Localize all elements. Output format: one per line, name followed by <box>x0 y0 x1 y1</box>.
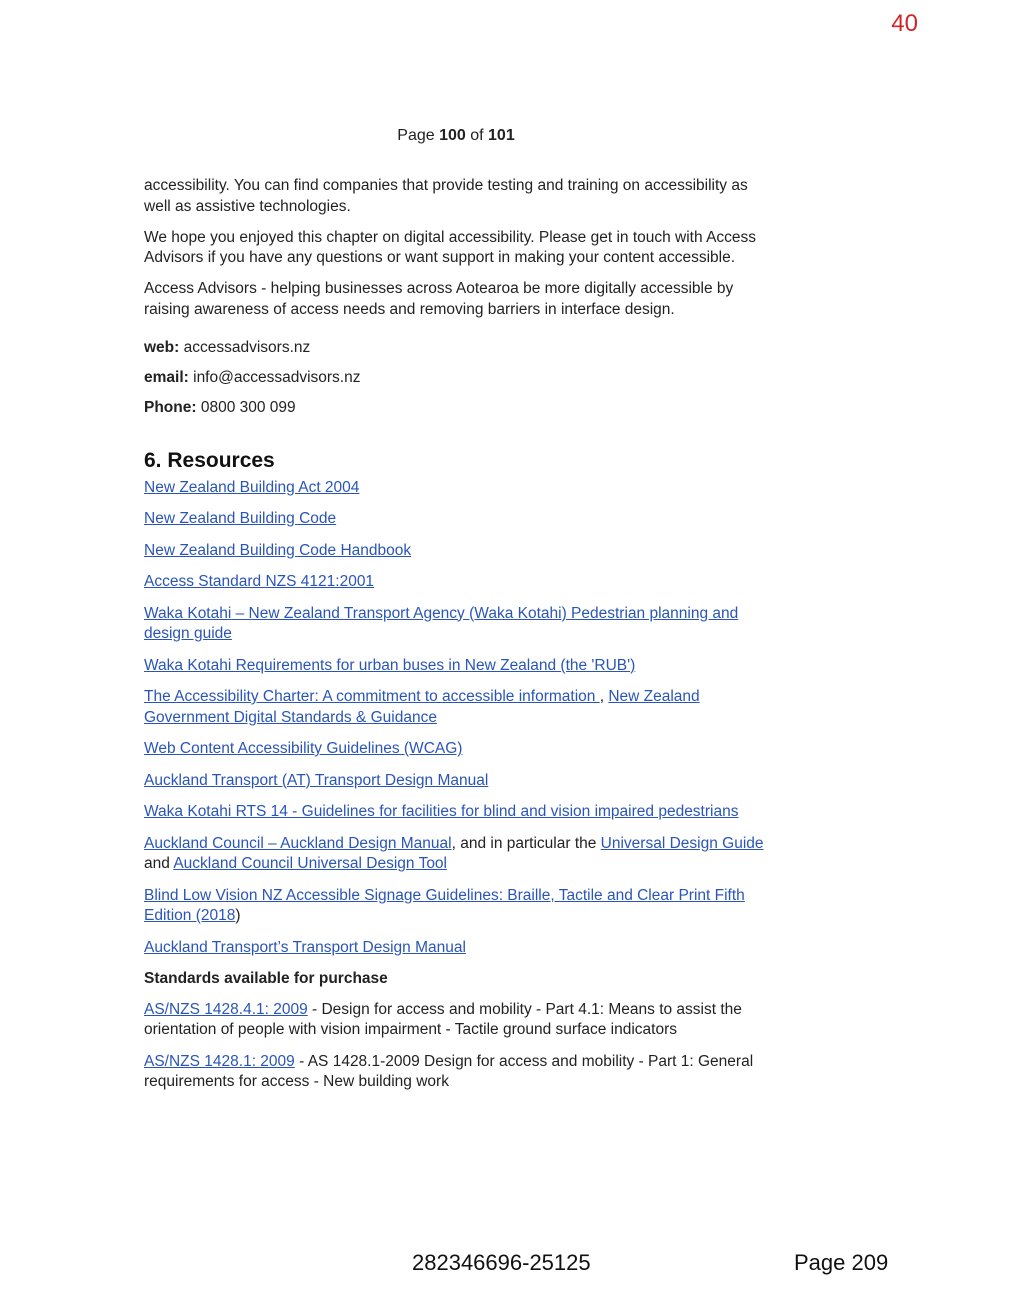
link-standard-1428-1[interactable]: AS/NZS 1428.1: 2009 <box>144 1052 295 1070</box>
separator-comma: , <box>599 688 609 705</box>
page-header-current: 100 <box>439 127 466 144</box>
standards-heading: Standards available for purchase <box>144 970 388 987</box>
resources-heading: 6. Resources <box>144 448 275 472</box>
link-access-standard[interactable]: Access Standard NZS 4121:2001 <box>144 573 375 590</box>
contact-web-value: accessadvisors.nz <box>179 339 311 356</box>
resource-item <box>144 834 774 875</box>
resource-item <box>144 886 774 927</box>
resource-item <box>144 739 774 760</box>
intro-paragraph: Access Advisors - helping businesses across Aotearoa be more digitally accessible by raising awareness of access needs and removing barriers in interface design. <box>144 280 734 318</box>
text-in-particular: , and in particular the <box>451 834 601 852</box>
standard-description: - AS 1428.1-2009 Design for access and mobility - Part 1: General requirements for access - New building work <box>144 1052 754 1090</box>
footer-page-number: Page 209 <box>794 1250 889 1275</box>
link-auckland-design-manual[interactable]: – Auckland Design Manual <box>263 834 452 852</box>
contact-phone-value: 0800 300 099 <box>196 399 296 416</box>
intro-paragraph: accessibility. You can find companies that provide testing and training on accessibility as well as assistive technologies. <box>144 177 748 215</box>
link-blind-low-vision[interactable]: Blind Low Vision NZ Accessible Signage Guidelines: Braille, Tactile and Clear Print Fifth Edition (2018 <box>144 886 745 924</box>
resource-item <box>144 938 774 959</box>
link-pedestrian-guide[interactable]: – New Zealand Transport Agency (Waka Kotahi) Pedestrian planning and design guide <box>144 604 739 642</box>
resource-item <box>144 656 774 677</box>
link-rub[interactable]: Waka Kotahi Requirements for urban buses in New Zealand (the 'RUB') <box>144 656 636 674</box>
link-govt-digital-standards[interactable]: New Zealand Government Digital Standards & Guidance <box>144 688 700 726</box>
link-at-design-manual[interactable]: Auckland Transport (AT) Transport Design Manual <box>144 771 489 789</box>
resource-item <box>144 687 774 728</box>
standard-item <box>144 1052 774 1093</box>
contact-web <box>144 338 774 358</box>
text-and: and <box>144 855 174 872</box>
contact-web-label: web: <box>144 339 180 356</box>
page-header-total: 101 <box>488 127 515 144</box>
page-header <box>0 127 912 145</box>
standard-description: - Design for access and mobility - Part 4.1: Means to assist the orientation of people with vision impairment - Tactile ground surface indicators <box>144 1000 742 1038</box>
resource-item <box>144 509 774 530</box>
link-building-code-handbook[interactable]: New Zealand Building Code Handbook <box>144 541 412 559</box>
text-close-paren: ) <box>235 907 241 924</box>
link-rts14[interactable]: Waka Kotahi RTS 14 - <box>144 803 302 820</box>
contact-email <box>144 368 774 388</box>
resource-item <box>144 541 774 562</box>
link-auckland-council[interactable]: Auckland Council <box>144 834 264 852</box>
resource-item <box>144 572 774 593</box>
link-wcag[interactable]: Web Content Accessibility Guidelines (WCAG) <box>144 740 463 757</box>
link-standard-1428-4-1[interactable]: AS/NZS 1428.4.1: 2009 <box>144 1000 308 1018</box>
resource-item <box>144 771 774 792</box>
contact-phone-label: Phone: <box>144 399 197 416</box>
footer-document-id: 282346696-25125 <box>412 1250 591 1275</box>
contact-email-value: info@accessadvisors.nz <box>188 369 361 386</box>
resource-item <box>144 478 774 499</box>
resource-item <box>144 802 774 823</box>
link-rts14-guidelines[interactable]: Guidelines for facilities for blind and vision impaired pedestrians <box>301 803 739 820</box>
resource-item <box>144 604 774 645</box>
link-building-act[interactable]: New Zealand Building Act 2004 <box>144 478 360 496</box>
intro-paragraph: We hope you enjoyed this chapter on digital accessibility. Please get in touch with Access Advisors if you have any questions or want support in making your content accessible. <box>144 228 757 266</box>
contact-email-label: email: <box>144 369 189 386</box>
link-at-transport-design-manual[interactable]: Auckland Transport’s Transport Design Manual <box>144 938 466 956</box>
link-universal-design-tool[interactable]: Auckland Council Universal Design Tool <box>173 855 447 872</box>
page-header-middle: of <box>465 127 489 144</box>
document-body <box>144 176 774 1104</box>
link-accessibility-charter[interactable]: The Accessibility Charter: A commitment to accessible information <box>144 688 600 705</box>
link-building-code[interactable]: New Zealand Building Code <box>144 510 337 527</box>
link-waka-kotahi[interactable]: Waka Kotahi <box>144 604 232 622</box>
contact-phone <box>144 398 774 418</box>
standard-item <box>144 1000 774 1041</box>
link-universal-design-guide[interactable]: Universal Design Guide <box>600 834 764 852</box>
page-stamp-number: 40 <box>891 10 918 37</box>
page-header-prefix: Page <box>397 127 440 144</box>
